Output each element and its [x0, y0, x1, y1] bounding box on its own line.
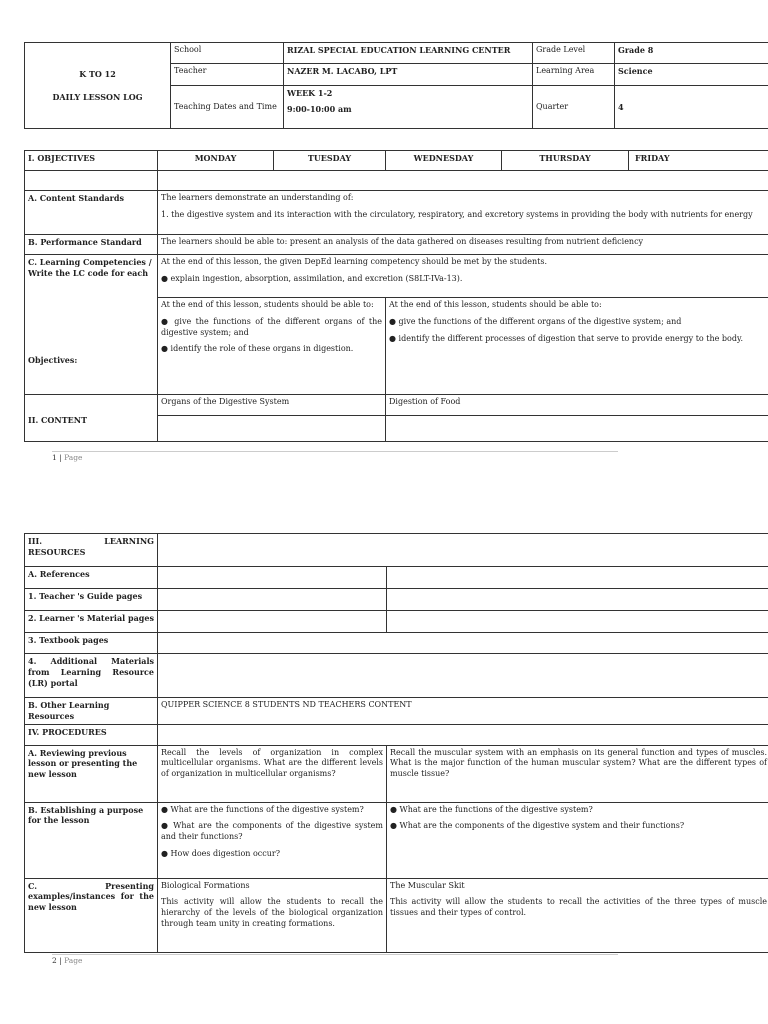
procedure-b-left-bullet: ● What are the functions of the digestive system?	[161, 804, 364, 814]
procedure-b-left-bullet: ● What are the components of the digestive system and their functions?	[161, 821, 383, 842]
competencies-value	[158, 255, 768, 298]
procedure-c-label: C. Presenting examples/instances for the new lesson	[25, 878, 158, 952]
day-tuesday: TUESDAY	[274, 151, 386, 171]
teachers-guide-label: 1. Teacher 's Guide pages	[25, 589, 158, 611]
day-friday: FRIDAY	[629, 151, 768, 171]
dates-value	[284, 86, 533, 129]
procedure-a-left: Recall the levels of organization in complex multicellular organisms. What are the different levels of organization in multicellular organisms?	[158, 745, 387, 802]
blank-cell	[158, 171, 768, 191]
procedure-c-left-text: This activity will allow the students to recall the hierarchy of the levels of the biological organization through team unity in creating formations.	[161, 897, 383, 928]
k12-label: K TO 12	[79, 68, 116, 79]
blank-cell	[387, 589, 768, 611]
other-resources-value: QUIPPER SCIENCE 8 STUDENTS ND TEACHERS CONTENT	[158, 698, 768, 725]
procedure-c-right-title: The Muscular Skit	[390, 880, 465, 890]
school-label: School	[171, 43, 284, 64]
day-wednesday: WEDNESDAY	[386, 151, 502, 171]
page-word: Page	[64, 453, 83, 462]
objectives-right-bullet: ● identify the different processes of digestion that serve to provide energy to the body.	[389, 333, 743, 343]
objectives-right-bullet: ● give the functions of the different organs of the digestive system; and	[389, 316, 682, 326]
other-resources-label: B. Other Learning Resources	[25, 698, 158, 725]
blank-cell	[158, 654, 768, 698]
objectives-right	[386, 298, 768, 395]
procedure-b-label: B. Establishing a purpose for the lesson	[25, 802, 158, 878]
day-thursday: THURSDAY	[502, 151, 629, 171]
page-footer-1	[52, 453, 83, 462]
content-left-value: Organs of the Digestive System	[158, 395, 385, 416]
procedure-b-left-bullet: ● How does digestion occur?	[161, 848, 280, 858]
objectives-label: Objectives:	[28, 355, 78, 365]
blank-cell	[387, 611, 768, 633]
resources-heading-num: III.	[28, 536, 43, 546]
objectives-left	[158, 298, 386, 395]
blank-cell	[158, 534, 768, 567]
footer-rule	[52, 954, 618, 955]
week-value: WEEK 1-2	[287, 88, 333, 98]
procedure-b-right-bullet: ● What are the components of the digestive system and their functions?	[390, 821, 685, 831]
title-cell	[25, 43, 171, 129]
procedure-c-right	[387, 878, 768, 952]
content-standards-label: A. Content Standards	[25, 191, 158, 235]
blank-cell	[158, 589, 387, 611]
blank-cell	[158, 611, 387, 633]
day-monday: MONDAY	[158, 151, 274, 171]
competencies-item: ● explain ingestion, absorption, assimilation, and excretion (S8LT-IVa-13).	[161, 273, 463, 283]
procedure-a-right: Recall the muscular system with an emphasis on its general function and types of muscles. What is the major function of the human muscular system? What are the different types of muscle tissue?	[387, 745, 768, 802]
area-label: Learning Area	[533, 64, 615, 86]
daily-lesson-log-label: DAILY LESSON LOG	[52, 91, 143, 102]
competencies-intro: At the end of this lesson, the given DepEd learning competency should be met by the students.	[161, 257, 547, 266]
page-number: 1 |	[52, 453, 62, 462]
content-right-value: Digestion of Food	[386, 395, 768, 416]
blank-cell	[387, 567, 768, 589]
grade-value: Grade 8	[615, 43, 768, 64]
procedure-c-right-text: This activity will allow the students to recall the activities of the three types of muscle tissues and their types of control.	[390, 897, 767, 918]
blank-cell	[158, 724, 768, 745]
blank-cell	[158, 567, 387, 589]
quarter-label: Quarter	[533, 86, 615, 129]
competencies-cell	[25, 255, 158, 395]
objectives-left-bullet: ● give the functions of the different organs of the digestive system; and	[161, 316, 382, 337]
objectives-right-intro: At the end of this lesson, students should be able to:	[389, 300, 602, 309]
resources-heading	[25, 534, 158, 567]
procedure-c-left-title: Biological Formations	[161, 880, 250, 890]
objectives-left-bullet: ● identify the role of these organs in digestion.	[161, 344, 354, 354]
area-value: Science	[615, 64, 768, 86]
blank-cell	[25, 171, 158, 191]
school-value: RIZAL SPECIAL EDUCATION LEARNING CENTER	[284, 43, 533, 64]
content-right	[386, 395, 768, 442]
resources-heading-word: LEARNING	[104, 536, 154, 546]
objectives-heading: I. OBJECTIVES	[25, 151, 158, 171]
blank-cell	[158, 633, 768, 654]
footer-rule	[52, 451, 618, 452]
performance-value: The learners should be able to: present an analysis of the data gathered on diseases resulting from nutrient deficiency	[158, 235, 768, 255]
time-value: 9:00-10:00 am	[287, 103, 352, 114]
grade-label: Grade Level	[533, 43, 615, 64]
resources-heading-word2: RESOURCES	[28, 546, 86, 557]
textbook-label: 3. Textbook pages	[25, 633, 158, 654]
procedure-b-right	[387, 802, 768, 878]
learners-material-label: 2. Learner 's Material pages	[25, 611, 158, 633]
references-label: A. References	[25, 567, 158, 589]
objectives-left-intro: At the end of this lesson, students should be able to:	[161, 300, 374, 309]
procedure-b-left	[158, 802, 387, 878]
page-footer-2	[52, 956, 83, 965]
header-table	[24, 42, 768, 129]
procedure-a-label: A. Reviewing previous lesson or presenting the new lesson	[25, 745, 158, 802]
dates-label: Teaching Dates and Time	[171, 86, 284, 129]
performance-label: B. Performance Standard	[25, 235, 158, 255]
procedure-c-left	[158, 878, 387, 952]
procedure-b-right-bullet: ● What are the functions of the digestive system?	[390, 804, 593, 814]
quarter-value: 4	[615, 86, 768, 129]
content-standards-cell	[158, 191, 768, 235]
teacher-label: Teacher	[171, 64, 284, 86]
content-label: II. CONTENT	[25, 395, 158, 442]
teacher-value: NAZER M. LACABO, LPT	[284, 64, 533, 86]
competencies-label: C. Learning Competencies / Write the LC code for each	[28, 257, 152, 278]
additional-materials-label: 4. Additional Materials from Learning Resource (LR) portal	[25, 654, 158, 698]
procedures-heading: IV. PROCEDURES	[25, 724, 158, 745]
content-standards-item: 1. the digestive system and its interaction with the circulatory, respiratory, and excretory systems in providing the body with nutrients for energy	[161, 209, 753, 219]
resources-table	[24, 533, 768, 953]
content-left	[158, 395, 386, 442]
page-word: Page	[64, 956, 83, 965]
page-number: 2 |	[52, 956, 62, 965]
content-standards-intro: The learners demonstrate an understanding of:	[161, 193, 354, 202]
objectives-table	[24, 150, 768, 442]
